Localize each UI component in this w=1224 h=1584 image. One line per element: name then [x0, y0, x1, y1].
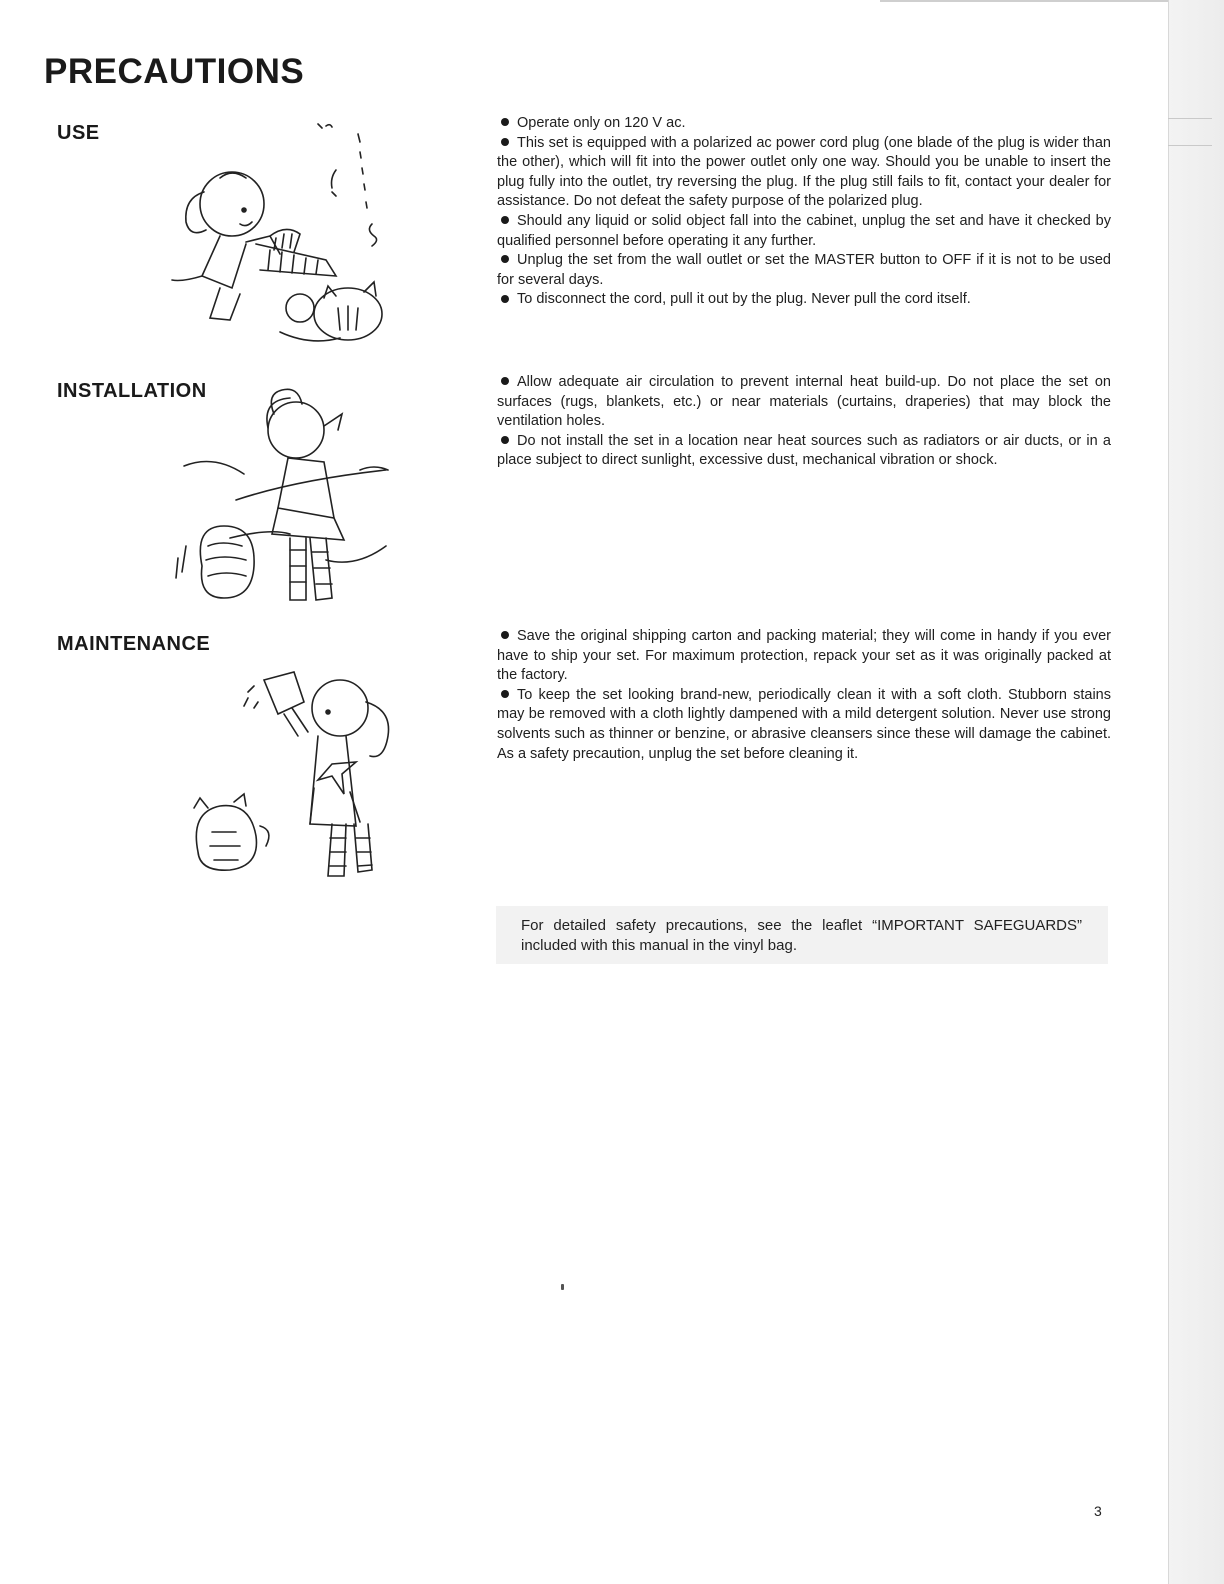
girl-standing-with-cat-icon	[140, 370, 410, 615]
installation-paragraph: Do not install the set in a location near heat sources such as radiators or air ducts, or in a place subject to direct sunlight, excessive dust, mechanical vibration or shock.	[497, 432, 1111, 469]
bullet-icon	[501, 436, 509, 444]
installation-heading: INSTALLATION	[57, 380, 207, 402]
girl-cleaning-with-cat-icon	[168, 662, 408, 892]
maintenance-paragraph: To keep the set looking brand-new, periodically clean it with a soft cloth. Stubborn stains may be removed with a cloth lightly dampened with a mild detergent solution. Never use strong solvents such as thinner or benzine, or abrasive cleansers since these will damage the cabinet. As a safety precaution, unplug the set before cleaning it.	[497, 686, 1111, 762]
use-paragraph: Should any liquid or solid object fall into the cabinet, unplug the set and have it checked by qualified personnel before operating it any further.	[497, 212, 1111, 249]
use-paragraph: Operate only on 120 V ac.	[497, 114, 1111, 134]
page-title: PRECAUTIONS	[44, 52, 305, 91]
safety-note-text: For detailed safety precautions, see the leaflet “IMPORTANT SAFEGUARDS” included with this manual in the vinyl bag.	[521, 917, 1082, 954]
bullet-icon	[501, 138, 509, 146]
page-edge	[1168, 0, 1224, 1584]
use-heading: USE	[57, 122, 100, 144]
safety-note-box	[496, 906, 1108, 964]
girl-sitting-with-kitten-icon	[160, 112, 400, 352]
bullet-icon	[501, 118, 509, 126]
page-number: 3	[1094, 1503, 1102, 1519]
installation-section-text	[497, 373, 1111, 471]
maintenance-section-text	[497, 627, 1111, 764]
bullet-icon	[501, 631, 509, 639]
maintenance-paragraph: Save the original shipping carton and packing material; they will come in handy if you ever have to ship your set. For maximum protection, repack your set as it was originally packed at the factory.	[497, 628, 1111, 684]
page-edge-mark	[1168, 118, 1212, 146]
bullet-icon	[501, 690, 509, 698]
maintenance-heading: MAINTENANCE	[57, 633, 211, 655]
bullet-icon	[501, 295, 509, 303]
bullet-icon	[501, 255, 509, 263]
installation-paragraph: Allow adequate air circulation to prevent internal heat build-up. Do not place the set on surfaces (rugs, blankets, etc.) or near materials (curtains, draperies) that may block the ventilation holes.	[497, 374, 1111, 430]
use-paragraph: Unplug the set from the wall outlet or set the MASTER button to OFF if it is not to be used for several days.	[497, 252, 1111, 288]
bullet-icon	[501, 216, 509, 224]
print-speck	[561, 1284, 564, 1290]
top-rule	[880, 0, 1168, 2]
use-paragraph: To disconnect the cord, pull it out by the plug. Never pull the cord itself.	[497, 290, 1111, 310]
use-section-text	[497, 114, 1111, 310]
use-paragraph: This set is equipped with a polarized ac power cord plug (one blade of the plug is wider than the other), which will fit into the power outlet only one way. Should you be unable to insert the plug fully into the outlet, try reversing the plug. If the plug still fails to fit, contact your dealer for assistance. Do not defeat the safety purpose of the polarized plug.	[497, 134, 1111, 210]
bullet-icon	[501, 377, 509, 385]
